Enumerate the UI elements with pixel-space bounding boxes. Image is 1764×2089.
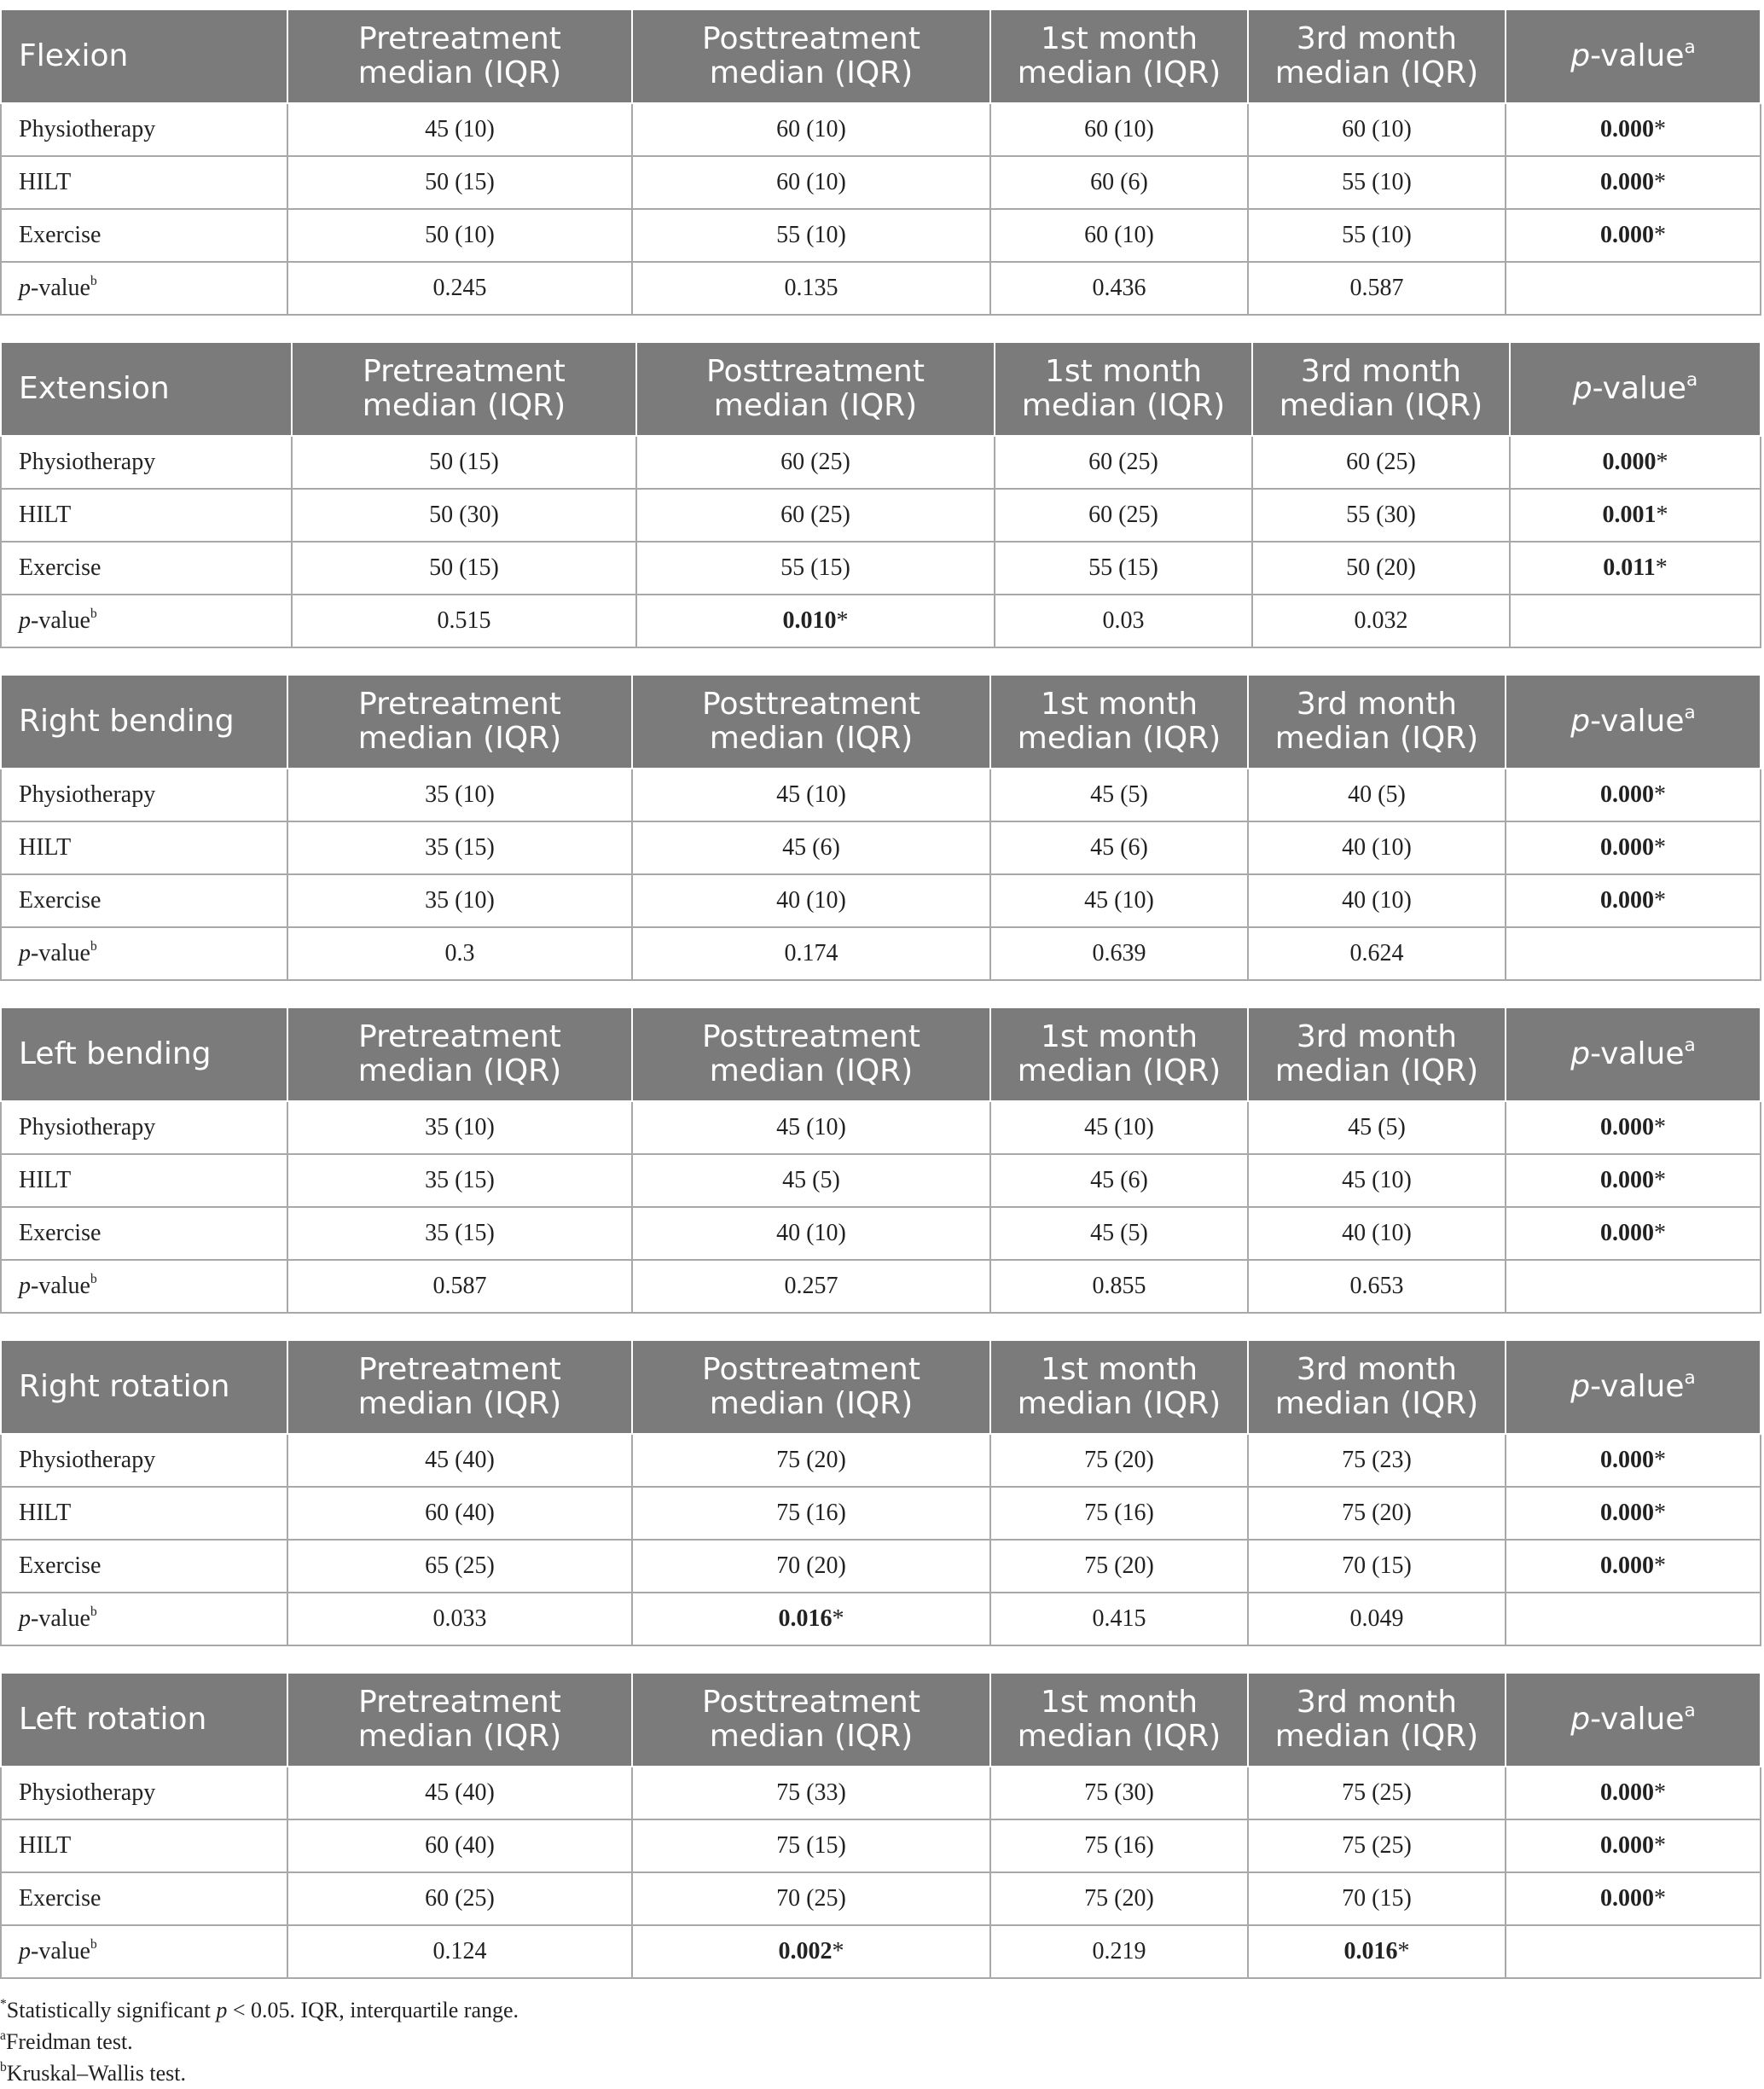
row-physiotherapy — [1, 1767, 1761, 1819]
cell-empty — [1506, 927, 1761, 980]
header-p-value-a: p-value$^a$ — [1506, 1007, 1761, 1101]
cell-pretreatment: 60 (25) — [287, 1872, 632, 1925]
cell-first-month: 60 (6) — [990, 156, 1248, 209]
row-exercise — [1, 874, 1761, 927]
right-rotation-table — [0, 1339, 1761, 1646]
cell-third-month: 40 (10) — [1248, 1207, 1506, 1260]
cell-third-month: 0.587 — [1248, 262, 1506, 315]
cell-p-value: 0.000* — [1506, 1540, 1761, 1593]
header-first-month: 1st month median (IQR) — [990, 675, 1248, 769]
cell-posttreatment: 0.016* — [632, 1593, 990, 1645]
row-hilt — [1, 1487, 1761, 1540]
header-third-month: 3rd month median (IQR) — [1248, 675, 1506, 769]
header-first-month: 1st month median (IQR) — [990, 9, 1248, 103]
cell-third-month: 0.016* — [1248, 1925, 1506, 1978]
cell-empty — [1506, 1260, 1761, 1313]
cell-first-month: 75 (20) — [990, 1434, 1248, 1487]
row-label: HILT — [1, 1487, 287, 1540]
right-bending-table — [0, 674, 1761, 981]
row-p-value-b — [1, 262, 1761, 315]
header-pretreatment: Pretreatment median (IQR) — [287, 675, 632, 769]
cell-pretreatment: 65 (25) — [287, 1540, 632, 1593]
header-pretreatment: Pretreatment median (IQR) — [287, 1673, 632, 1767]
cell-third-month: 55 (10) — [1248, 156, 1506, 209]
cell-pretreatment: 50 (15) — [287, 156, 632, 209]
header-posttreatment: Posttreatment median (IQR) — [636, 342, 995, 436]
cell-first-month: 55 (15) — [995, 542, 1252, 595]
cell-p-value: 0.000* — [1506, 1154, 1761, 1207]
cell-p-value: 0.000* — [1506, 1819, 1761, 1872]
header-posttreatment: Posttreatment median (IQR) — [632, 1673, 990, 1767]
cell-first-month: 45 (10) — [990, 874, 1248, 927]
results-document — [0, 9, 1760, 2089]
cell-p-value: 0.000* — [1506, 769, 1761, 821]
row-exercise — [1, 1872, 1761, 1925]
header-row — [1, 1673, 1761, 1767]
cell-p-value: 0.000* — [1506, 1767, 1761, 1819]
header-row — [1, 1340, 1761, 1434]
cell-third-month: 70 (15) — [1248, 1872, 1506, 1925]
footnote-b: $^b$Kruskal–Wallis test. — [0, 2059, 187, 2086]
cell-posttreatment: 60 (10) — [632, 156, 990, 209]
row-label: Physiotherapy — [1, 769, 287, 821]
cell-pretreatment: 60 (40) — [287, 1487, 632, 1540]
left-rotation-table — [0, 1672, 1761, 1979]
row-hilt — [1, 1154, 1761, 1207]
footnote-a: $^a$Freidman test. — [0, 2028, 133, 2054]
header-posttreatment: Posttreatment median (IQR) — [632, 9, 990, 103]
cell-pretreatment: 35 (10) — [287, 769, 632, 821]
table-title: Extension — [1, 342, 292, 436]
cell-third-month: 0.032 — [1252, 595, 1510, 647]
cell-third-month: 40 (10) — [1248, 821, 1506, 874]
row-label: Physiotherapy — [1, 103, 287, 156]
cell-p-value: 0.000* — [1506, 1434, 1761, 1487]
cell-first-month: 45 (6) — [990, 821, 1248, 874]
cell-p-value: 0.000* — [1506, 103, 1761, 156]
cell-pretreatment: 0.245 — [287, 262, 632, 315]
row-hilt — [1, 489, 1761, 542]
header-row — [1, 9, 1761, 103]
cell-posttreatment: 45 (10) — [632, 1101, 990, 1154]
cell-third-month: 55 (10) — [1248, 209, 1506, 262]
header-posttreatment: Posttreatment median (IQR) — [632, 1340, 990, 1434]
cell-first-month: 75 (20) — [990, 1540, 1248, 1593]
cell-posttreatment: 40 (10) — [632, 874, 990, 927]
cell-third-month: 0.049 — [1248, 1593, 1506, 1645]
cell-empty — [1510, 595, 1761, 647]
cell-third-month: 55 (30) — [1252, 489, 1510, 542]
header-row — [1, 342, 1761, 436]
cell-posttreatment: 75 (33) — [632, 1767, 990, 1819]
cell-p-value: 0.000* — [1506, 1487, 1761, 1540]
cell-pretreatment: 50 (30) — [292, 489, 636, 542]
cell-pretreatment: 0.124 — [287, 1925, 632, 1978]
cell-first-month: 0.03 — [995, 595, 1252, 647]
row-p-value-b — [1, 927, 1761, 980]
cell-third-month: 60 (10) — [1248, 103, 1506, 156]
cell-first-month: 75 (16) — [990, 1819, 1248, 1872]
cell-posttreatment: 0.010* — [636, 595, 995, 647]
cell-pretreatment: 35 (10) — [287, 874, 632, 927]
cell-posttreatment: 45 (5) — [632, 1154, 990, 1207]
cell-first-month: 0.855 — [990, 1260, 1248, 1313]
cell-pretreatment: 0.033 — [287, 1593, 632, 1645]
cell-posttreatment: 75 (16) — [632, 1487, 990, 1540]
cell-pretreatment: 0.515 — [292, 595, 636, 647]
table-title: Left bending — [1, 1007, 287, 1101]
cell-first-month: 60 (25) — [995, 489, 1252, 542]
header-third-month: 3rd month median (IQR) — [1248, 1673, 1506, 1767]
cell-third-month: 75 (25) — [1248, 1767, 1506, 1819]
cell-third-month: 60 (25) — [1252, 436, 1510, 489]
row-label: p-value$^b$ — [1, 1260, 287, 1313]
row-label: Exercise — [1, 209, 287, 262]
cell-pretreatment: 35 (15) — [287, 1154, 632, 1207]
row-hilt — [1, 156, 1761, 209]
cell-first-month: 75 (20) — [990, 1872, 1248, 1925]
cell-pretreatment: 60 (40) — [287, 1819, 632, 1872]
cell-first-month: 45 (10) — [990, 1101, 1248, 1154]
header-pretreatment: Pretreatment median (IQR) — [292, 342, 636, 436]
cell-posttreatment: 60 (25) — [636, 436, 995, 489]
header-first-month: 1st month median (IQR) — [990, 1673, 1248, 1767]
header-third-month: 3rd month median (IQR) — [1248, 9, 1506, 103]
flexion-table — [0, 9, 1761, 316]
cell-p-value: 0.000* — [1506, 1872, 1761, 1925]
cell-third-month: 0.624 — [1248, 927, 1506, 980]
cell-empty — [1506, 1593, 1761, 1645]
cell-third-month: 0.653 — [1248, 1260, 1506, 1313]
row-label: HILT — [1, 489, 292, 542]
cell-posttreatment: 45 (10) — [632, 769, 990, 821]
header-row — [1, 1007, 1761, 1101]
cell-p-value: 0.000* — [1506, 874, 1761, 927]
left-bending-table — [0, 1007, 1761, 1314]
row-label: HILT — [1, 1819, 287, 1872]
cell-posttreatment: 55 (10) — [632, 209, 990, 262]
cell-pretreatment: 50 (15) — [292, 436, 636, 489]
cell-third-month: 40 (5) — [1248, 769, 1506, 821]
cell-p-value: 0.001* — [1510, 489, 1761, 542]
cell-p-value: 0.000* — [1506, 209, 1761, 262]
row-exercise — [1, 1540, 1761, 1593]
cell-posttreatment: 0.135 — [632, 262, 990, 315]
cell-empty — [1506, 1925, 1761, 1978]
row-physiotherapy — [1, 1101, 1761, 1154]
table-title: Left rotation — [1, 1673, 287, 1767]
cell-posttreatment: 70 (25) — [632, 1872, 990, 1925]
header-p-value-a: p-value$^a$ — [1506, 675, 1761, 769]
cell-pretreatment: 35 (15) — [287, 1207, 632, 1260]
cell-third-month: 75 (25) — [1248, 1819, 1506, 1872]
footnote-significance: *Statistically significant p < 0.05. IQR, interquartile range. — [0, 1996, 519, 2022]
cell-p-value: 0.000* — [1506, 1207, 1761, 1260]
header-first-month: 1st month median (IQR) — [990, 1007, 1248, 1101]
row-label: Physiotherapy — [1, 1434, 287, 1487]
cell-third-month: 45 (10) — [1248, 1154, 1506, 1207]
cell-posttreatment: 75 (20) — [632, 1434, 990, 1487]
cell-third-month: 45 (5) — [1248, 1101, 1506, 1154]
row-p-value-b — [1, 595, 1761, 647]
header-third-month: 3rd month median (IQR) — [1248, 1007, 1506, 1101]
cell-pretreatment: 45 (10) — [287, 103, 632, 156]
row-p-value-b — [1, 1260, 1761, 1313]
row-physiotherapy — [1, 1434, 1761, 1487]
row-label: Physiotherapy — [1, 1101, 287, 1154]
row-label: Physiotherapy — [1, 436, 292, 489]
cell-first-month: 60 (10) — [990, 103, 1248, 156]
table-title: Right rotation — [1, 1340, 287, 1434]
row-exercise — [1, 209, 1761, 262]
cell-pretreatment: 50 (10) — [287, 209, 632, 262]
row-label: p-value$^b$ — [1, 595, 292, 647]
cell-posttreatment: 0.257 — [632, 1260, 990, 1313]
cell-pretreatment: 50 (15) — [292, 542, 636, 595]
row-label: HILT — [1, 156, 287, 209]
row-label: Exercise — [1, 542, 292, 595]
cell-first-month: 60 (25) — [995, 436, 1252, 489]
row-p-value-b — [1, 1925, 1761, 1978]
cell-first-month: 0.639 — [990, 927, 1248, 980]
header-p-value-a: p-value$^a$ — [1506, 1673, 1761, 1767]
header-p-value-a: p-value$^a$ — [1506, 9, 1761, 103]
header-third-month: 3rd month median (IQR) — [1252, 342, 1510, 436]
header-first-month: 1st month median (IQR) — [995, 342, 1252, 436]
cell-first-month: 0.436 — [990, 262, 1248, 315]
cell-p-value: 0.000* — [1510, 436, 1761, 489]
row-physiotherapy — [1, 436, 1761, 489]
cell-posttreatment: 0.002* — [632, 1925, 990, 1978]
row-exercise — [1, 542, 1761, 595]
row-physiotherapy — [1, 769, 1761, 821]
cell-third-month: 75 (23) — [1248, 1434, 1506, 1487]
cell-posttreatment: 55 (15) — [636, 542, 995, 595]
table-title: Right bending — [1, 675, 287, 769]
header-first-month: 1st month median (IQR) — [990, 1340, 1248, 1434]
header-pretreatment: Pretreatment median (IQR) — [287, 1007, 632, 1101]
cell-posttreatment: 45 (6) — [632, 821, 990, 874]
cell-third-month: 40 (10) — [1248, 874, 1506, 927]
row-label: Exercise — [1, 1207, 287, 1260]
cell-pretreatment: 0.587 — [287, 1260, 632, 1313]
cell-posttreatment: 40 (10) — [632, 1207, 990, 1260]
cell-posttreatment: 0.174 — [632, 927, 990, 980]
cell-third-month: 50 (20) — [1252, 542, 1510, 595]
extension-table — [0, 341, 1761, 648]
cell-empty — [1506, 262, 1761, 315]
cell-pretreatment: 35 (10) — [287, 1101, 632, 1154]
cell-p-value: 0.000* — [1506, 1101, 1761, 1154]
cell-first-month: 45 (6) — [990, 1154, 1248, 1207]
header-posttreatment: Posttreatment median (IQR) — [632, 1007, 990, 1101]
row-physiotherapy — [1, 103, 1761, 156]
cell-first-month: 60 (10) — [990, 209, 1248, 262]
cell-posttreatment: 75 (15) — [632, 1819, 990, 1872]
row-hilt — [1, 821, 1761, 874]
row-label: Exercise — [1, 874, 287, 927]
cell-p-value: 0.011* — [1510, 542, 1761, 595]
cell-pretreatment: 45 (40) — [287, 1434, 632, 1487]
row-label: p-value$^b$ — [1, 1925, 287, 1978]
cell-third-month: 70 (15) — [1248, 1540, 1506, 1593]
cell-pretreatment: 35 (15) — [287, 821, 632, 874]
header-posttreatment: Posttreatment median (IQR) — [632, 675, 990, 769]
cell-first-month: 0.219 — [990, 1925, 1248, 1978]
header-p-value-a: p-value$^a$ — [1506, 1340, 1761, 1434]
header-pretreatment: Pretreatment median (IQR) — [287, 1340, 632, 1434]
cell-p-value: 0.000* — [1506, 156, 1761, 209]
cell-third-month: 75 (20) — [1248, 1487, 1506, 1540]
header-row — [1, 675, 1761, 769]
row-label: HILT — [1, 1154, 287, 1207]
cell-posttreatment: 70 (20) — [632, 1540, 990, 1593]
header-p-value-a: p-value$^a$ — [1510, 342, 1761, 436]
cell-first-month: 75 (30) — [990, 1767, 1248, 1819]
row-label: Physiotherapy — [1, 1767, 287, 1819]
header-pretreatment: Pretreatment median (IQR) — [287, 9, 632, 103]
cell-p-value: 0.000* — [1506, 821, 1761, 874]
row-exercise — [1, 1207, 1761, 1260]
cell-posttreatment: 60 (25) — [636, 489, 995, 542]
row-label: HILT — [1, 821, 287, 874]
row-label: Exercise — [1, 1540, 287, 1593]
cell-first-month: 75 (16) — [990, 1487, 1248, 1540]
row-label: Exercise — [1, 1872, 287, 1925]
header-third-month: 3rd month median (IQR) — [1248, 1340, 1506, 1434]
row-label: p-value$^b$ — [1, 262, 287, 315]
row-label: p-value$^b$ — [1, 1593, 287, 1645]
cell-first-month: 0.415 — [990, 1593, 1248, 1645]
cell-posttreatment: 60 (10) — [632, 103, 990, 156]
cell-pretreatment: 45 (40) — [287, 1767, 632, 1819]
table-title: Flexion — [1, 9, 287, 103]
row-p-value-b — [1, 1593, 1761, 1645]
cell-pretreatment: 0.3 — [287, 927, 632, 980]
row-label: p-value$^b$ — [1, 927, 287, 980]
footnotes — [0, 1994, 1760, 2089]
cell-first-month: 45 (5) — [990, 1207, 1248, 1260]
cell-first-month: 45 (5) — [990, 769, 1248, 821]
row-hilt — [1, 1819, 1761, 1872]
